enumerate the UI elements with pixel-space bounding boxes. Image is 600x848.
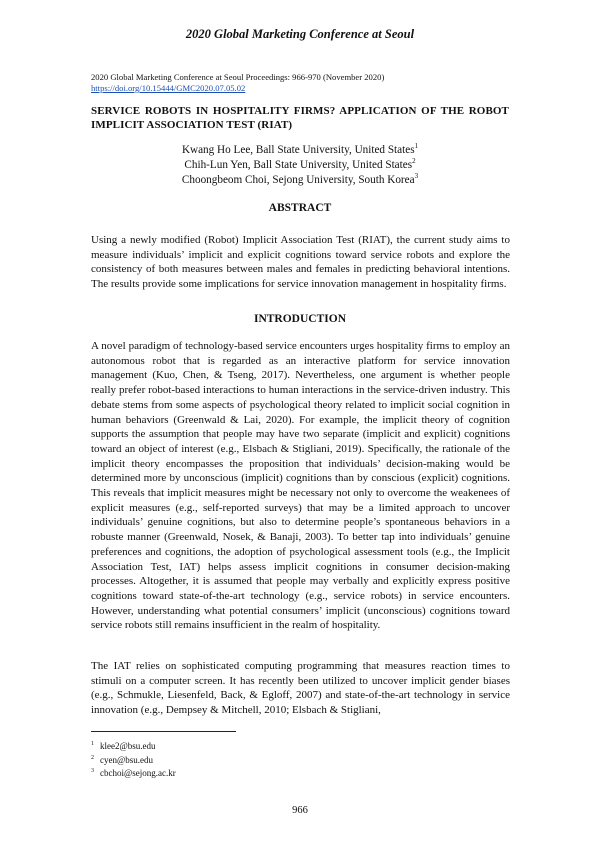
footnote: $^1$ klee2@bsu.edu [91,741,156,751]
author-line: Kwang Ho Lee, Ball State University, United States$^1$ [181,142,419,156]
footnote-email: klee2@bsu.edu [100,741,156,751]
body-paragraph: The IAT relies on sophisticated computing programming that measures reaction times to stimuli on a computer screen. It has recently been utilized to uncover implicit gender biases (e.g., Schmukle, Liesenfeld, Back, & Egloff, 2007) and state-of-the-art technology in service innovation (e.g., Dempsey & Mitchell, 2010; Elsbach & Stigliani, [91,660,510,717]
paper-title: SERVICE ROBOTS IN HOSPITALITY FIRMS? APPLICATION OF THE ROBOT IMPLICIT ASSOCIATION TEST (RIAT) [91,105,509,131]
footnote-email: cbchoi@sejong.ac.kr [100,768,176,778]
footnote-mark: 3 [414,172,419,180]
footnote-mark: 1 [414,142,419,150]
author-line: Choongbeom Choi, Sejong University, South Korea$^3$ [181,172,419,186]
body-paragraph: A novel paradigm of technology-based service encounters urges hospitality firms to employ an autonomous robot that is regarded as an interactive platform for service innovation management (Kuo, Chen, & Tseng, 2017). Nevertheless, one argument is whether people really prefer robot-based interactions to human interactions in the service-driven industry. This debate stems from some aspects of psychological theory related to implicit social cognition in human behaviors (Greenwald & Lai, 2020). For example, the implicit theory of cognition supports the assumption that people may have two separate (implicit and explicit) cognitions toward an object of interest (e.g., Elsbach & Stigliani, 2019). Specifically, the rationale of the implicit theory encompasses the proposition that individuals’ decision-making would be determined more by unconscious (implicit) cognitions than by conscious (explicit) cognitions. This reveals that implicit measures might be necessary not only to overcome the weakenees of explicit measures (e.g., self-reported surveys) that may be a limited approach to uncover individuals’ genuine cognitions, but also to determine people’s spontaneous behaviors in a robuste manner (Greenwald, Nosek, & Banaji, 2003). To better tap into individuals’ genuine preferences and cognitions, the adoption of psychological assessment tools (e.g., the Implicit Association Test, IAT) helps assess implicit cognitions in consumer decision-making processes. Altogether, it is assumed that people may verbally and explicitly express positive cognitions toward state-of-the-art technology (e.g., service robots) in service encounters. However, understanding what potential consumers’ implicit (unconscious) cognitions toward service robots still remains insufficient in the realm of hospitality. [91,340,510,632]
footnote-email: cyen@bsu.edu [100,754,154,765]
footnote: $^3$ cbchoi@sejong.ac.kr [91,768,176,778]
footnotes [91,740,176,781]
page-number: 966 [292,805,308,816]
introduction-heading: INTRODUCTION [253,313,346,325]
doi-link[interactable]: https://doi.org/10.15444/GMC2020.07.05.02 [91,83,246,93]
proceedings-citation: 2020 Global Marketing Conference at Seoul Proceedings: 966-970 (November 2020) [91,72,385,82]
author-line: Chih-Lun Yen, Ball State University, United States$^2$ [184,157,416,171]
footnote-mark: 2 [412,157,416,165]
footnote-divider [91,731,236,732]
abstract-text: Using a newly modified (Robot) Implicit Association Test (RIAT), the current study aims to measure individuals’ implicit and explicit cognitions toward service robots and explore the consistency of both measures between males and females in predicting behavioral intentions. The results provide some implications for service innovation management in hospitality firms. [91,234,510,291]
proceedings-info [91,72,384,94]
abstract-heading: ABSTRACT [268,202,332,214]
author-list [0,143,600,188]
footnote: $^2$ cyen@bsu.edu [91,754,154,765]
conference-header: 2020 Global Marketing Conference at Seoul [185,27,415,41]
